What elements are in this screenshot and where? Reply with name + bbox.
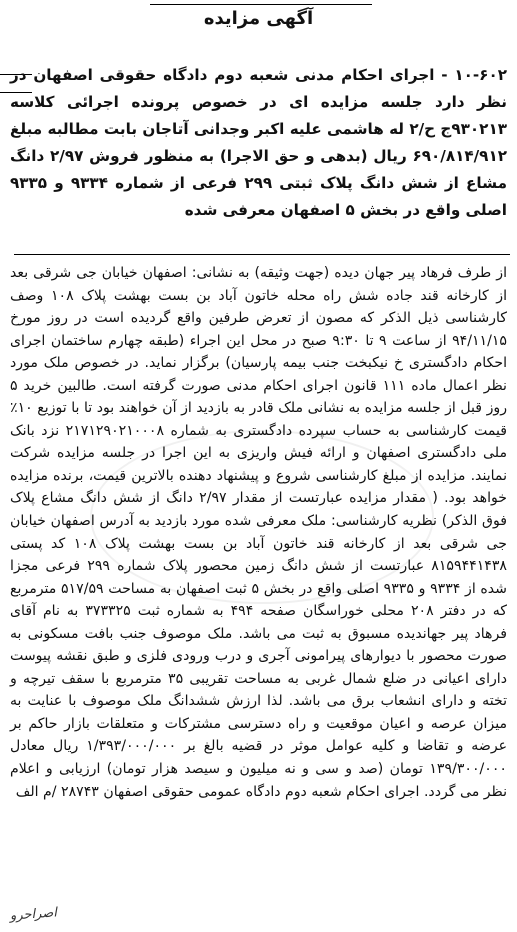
section-divider [14,254,510,255]
notice-body-paragraph: از طرف فرهاد پیر جهان دیده (جهت وثیقه) به نشانی: اصفهان خیابان جی شرقی بعد از کارخانه قند جاده شش راه محله خاتون آباد بن بست بهشت پلاک ۱۰۸ وصف کارشناسی ذیل الذکر که مصون از تعرض طرفین واقع گردیده است در روز مورخ ۹۴/۱۱/۱۵ از ساعت ۹ تا ۹:۳۰ صبح در محل این اجراء (طبقه چهارم ساختمان اجرای احکام دادگستری خ نیکبخت جنب بیمه پارسیان) برگزار نماید. در خصوص ملک مورد نظر اعمال ماده ۱۱۱ قانون اجرای احکام مدنی صورت گرفته است. طالبین خرید ۵ روز قبل از جلسه مزایده به نشانی ملک قادر به بازدید از آن خواهند بود تا با توزیع ۱۰٪ قیمت کارشناسی به حساب سپرده دادگستری به شماره ۲۱۷۱۲۹۰۲۱۰۰۰۸ نزد بانک ملی دادگستری اصفهان و ارائه فیش واریزی به این اجرا در جلسه مزایده شرکت نمایند. مزایده از مبلغ کارشناسی شروع و پیشنهاد دهنده بالاترین قیمت، برنده مزایده خواهد بود. ( مقدار مزایده عبارتست از مقدار ۲/۹۷ دانگ از شش دانگ مشاع پلاک فوق الذکر) نظریه کارشناسی: ملک معرفی شده مورد بازدید به آدرس اصفهان خیابان جی شرقی بعد از کارخانه قند خاتون آباد بن بست بهشت پلاک ۱۰۸ کد پستی ۸۱۵۹۴۴۱۴۳۸ عبارتست از شش دانگ زمین محصور پلاک شماره ۲۹۹ فرعی مجزا شده از ۹۳۳۴ و ۹۳۳۵ اصلی واقع در بخش ۵ ثبت اصفهان به مساحت ۵۱۷/۵۹ مترمربع که در دفتر ۲۰۸ محلی خوراسگان صفحه ۴۹۴ به شماره ثبت ۳۷۳۳۲۵ به نام آقای فرهاد پیر جهاندیده مسبوق به ثبت می باشد. ملک موصوف جنب بافت مسکونی به صورت محصور با دیوارهای پیرامونی آجری و درب ورودی فلزی و طبق نقشه پیوست دارای اعیانی در ضلع شمال غربی به مساحت تقریبی ۳۵ مترمربع با سقف تیرچه و تخته و دارای انشعاب برق می باشد. لذا ارزش ششدانگ ملک موصوف با عنایت به میزان عرصه و اعیان موقعیت و راه دسترسی مشترکات و متعلقات بازار حاکم بر عرضه و تقاضا و کلیه عوامل موثر در قضیه بالغ بر ۱/۳۹۳/۰۰۰/۰۰۰ ریال معادل ۱۳۹/۳۰۰/۰۰۰ تومان (صد و سی و نه میلیون و سیصد هزار تومان) ارزیابی و اعلام نظر می گردد. اجرای احکام شعبه دوم دادگاه عمومی حقوقی اصفهان ۲۸۷۴۳ /م الف [10,265,508,800]
handwritten-signature: اصراحرو [9,905,58,924]
notice-title: آگهی مزایده [203,8,314,29]
notice-lead-paragraph: ۱۰-۶۰۲ - اجرای احکام مدنی شعبه دوم دادگاه حقوقی اصفهان در نظر دارد جلسه مزایده ای در خصوص پرونده اجرائی کلاسه ۹۳۰۲۱۳ج ح/۲ له هاشمی علیه اکبر وجدانی آتاجان بابت مطالبه مبلغ ۶۹۰/۸۱۴/۹۱۲ ریال (بدهی و حق الاجرا) به منظور فروش ۲/۹۷ دانگ مشاع از شش دانگ پلاک ثبتی ۲۹۹ فرعی از شماره ۹۳۳۴ و ۹۳۳۵ اصلی واقع در بخش ۵ اصفهان معرفی شده [10,66,507,219]
